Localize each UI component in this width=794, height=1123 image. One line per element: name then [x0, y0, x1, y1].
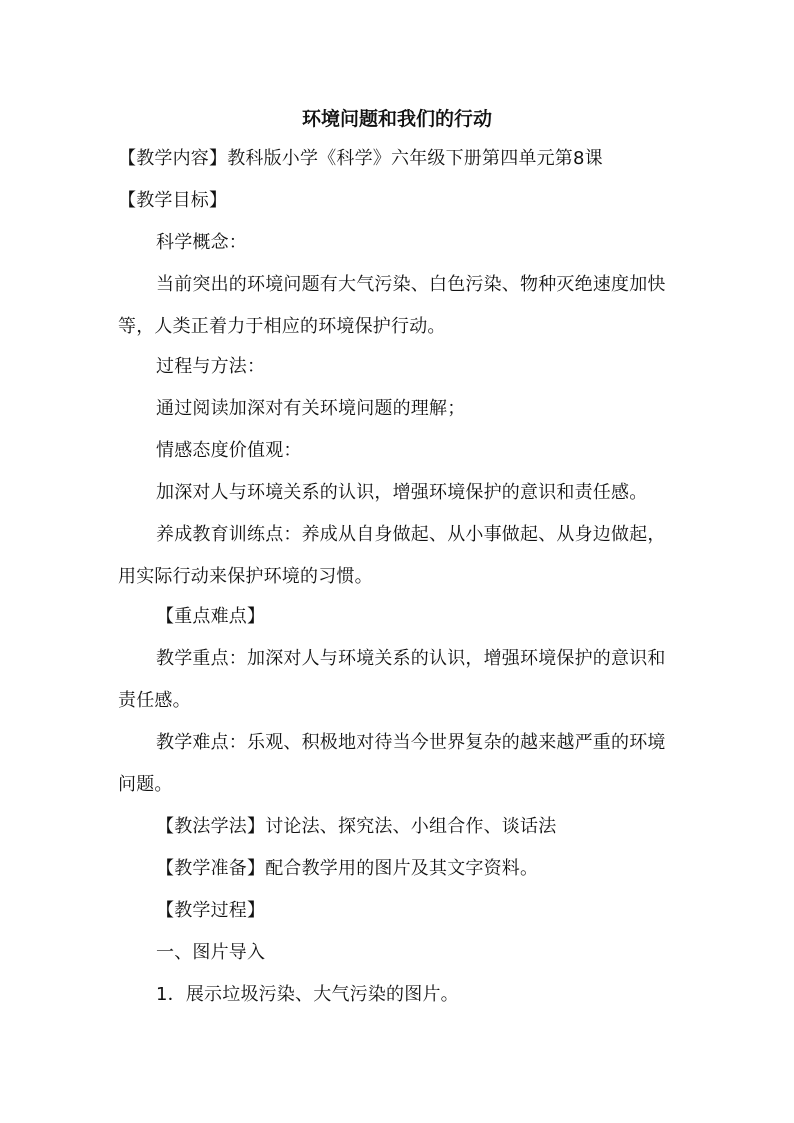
- teaching-focus-line-2: 责任感。: [118, 690, 191, 711]
- teaching-goals-heading: 【教学目标】: [118, 190, 228, 211]
- process-method-text: 通过阅读加深对有关环境问题的理解；: [156, 398, 466, 419]
- teaching-content: 【教学内容】教科版小学《科学》六年级下册第四单元第8课: [118, 148, 603, 169]
- key-difficult-points-heading: 【重点难点】: [156, 606, 266, 627]
- teaching-focus-line-1: 教学重点：加深对人与环境关系的认识，增强环境保护的意识和: [156, 648, 666, 669]
- teaching-difficulty-line-2: 问题。: [118, 774, 173, 795]
- section-one-heading: 一、图片导入: [156, 942, 266, 963]
- step-one-text: 1．展示垃圾污染、大气污染的图片。: [156, 984, 459, 1005]
- attitude-values-text: 加深对人与环境关系的认识，增强环境保护的意识和责任感。: [156, 482, 648, 503]
- science-concept-line-2: 等，人类正着力于相应的环境保护行动。: [118, 316, 446, 337]
- attitude-values-heading: 情感态度价值观：: [156, 440, 302, 461]
- training-point-line-2: 用实际行动来保护环境的习惯。: [118, 566, 373, 587]
- science-concept-heading: 科学概念：: [156, 232, 247, 253]
- process-method-heading: 过程与方法：: [156, 356, 266, 377]
- science-concept-line-1: 当前突出的环境问题有大气污染、白色污染、物种灭绝速度加快: [156, 274, 666, 295]
- training-point-line-1: 养成教育训练点：养成从自身做起、从小事做起、从身边做起，: [156, 524, 666, 545]
- document-title: 环境问题和我们的行动: [301, 108, 492, 130]
- teaching-difficulty-line-1: 教学难点：乐观、积极地对待当今世界复杂的越来越严重的环境: [156, 732, 666, 753]
- teaching-preparation: 【教学准备】配合教学用的图片及其文字资料。: [156, 858, 539, 879]
- teaching-process-heading: 【教学过程】: [156, 900, 266, 921]
- teaching-methods: 【教法学法】讨论法、探究法、小组合作、谈话法: [156, 816, 557, 837]
